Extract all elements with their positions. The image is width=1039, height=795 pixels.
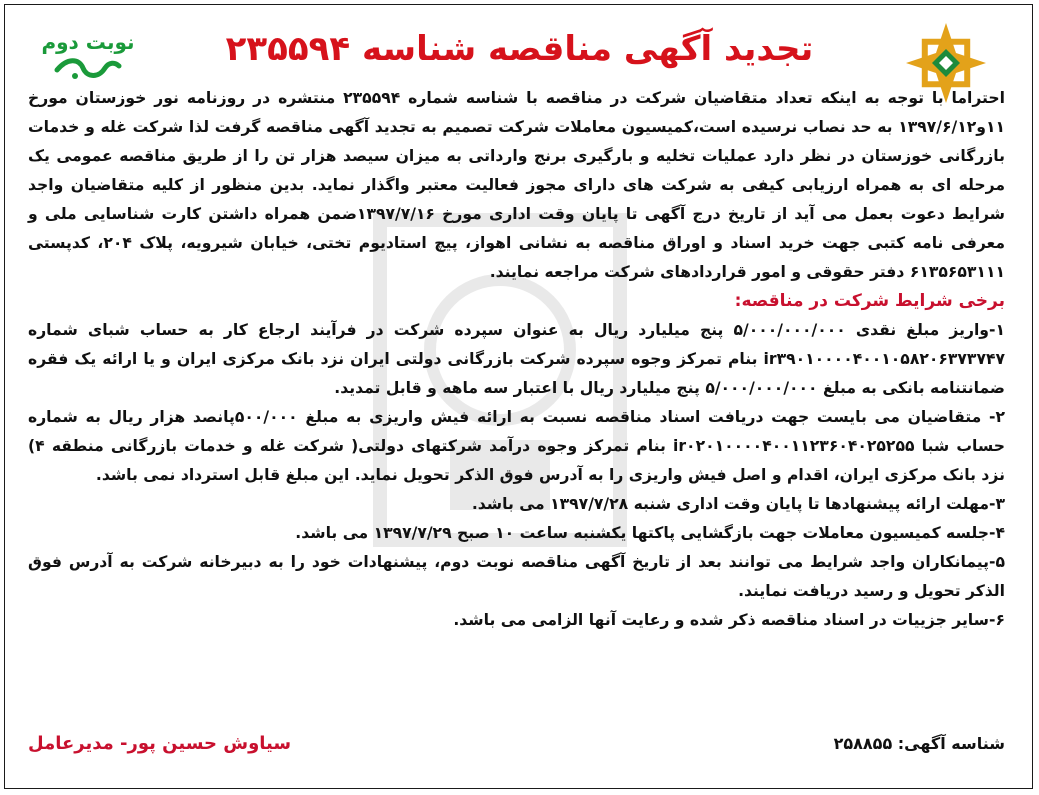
swoosh-icon xyxy=(53,56,123,82)
condition-item: ۲- متقاضیان می بایست جهت دریافت اسناد مناقصه نسبت به ارائه فیش واریزی به مبلغ ۵۰۰/۰۰۰پانصد هزار ریال به شماره حساب شبا ir۰۲۰۱۰۰۰۰۴۰۰۱۱۲۳۶۰۴۰۲۵۲۵۵ بنام تمرکز وجوه درآمد شرکتهای دولتی( شرکت غله و خدمات بازرگانی منطقه ۴) نزد بانک مرکزی ایران، اقدام و اصل فیش واریزی را به آدرس فوق الذکر تحویل نماید. این مبلغ قابل استرداد نمی باشد. xyxy=(28,408,1005,484)
advertisement-body xyxy=(28,84,1005,635)
second-round-badge xyxy=(28,30,148,90)
signature: سیاوش حسین پور- مدیرعامل xyxy=(28,733,292,754)
condition-item: ۱-واریز مبلغ نقدی ۵/۰۰۰/۰۰۰/۰۰۰ پنج میلیارد ریال به عنوان سپرده شرکت در فرآیند ارجاع کار به حساب شبای شماره ir۳۹۰۱۰۰۰۰۴۰۰۱۰۵۸۲۰۶۳۷۳۷۴۷ بنام تمرکز وجوه سپرده شرکت بازرگانی دولتی ایران نزد بانک مرکزی ایران و یا ارائه یک فقره ضمانتنامه بانکی به مبلغ ۵/۰۰۰/۰۰۰/۰۰۰ پنج میلیارد ریال با اعتبار سه ماهه و قابل تمدید. xyxy=(28,321,1005,397)
badge-label: نوبت دوم xyxy=(41,30,135,54)
footer xyxy=(28,728,1005,760)
condition-item: ۵-پیمانکاران واجد شرایط می توانند بعد از تاریخ آگهی مناقصه نوبت دوم، پیشنهادات خود را به دبیرخانه شرکت به آدرس فوق الذکر تحویل و رسید دریافت نمایند. xyxy=(28,553,1005,600)
condition-item: ۴-جلسه کمیسیون معاملات جهت بازگشایی پاکتها یکشنبه ساعت ۱۰ صبح ۱۳۹۷/۷/۲۹ می باشد. xyxy=(295,524,1005,542)
conditions-heading: برخی شرایط شرکت در مناقصه: xyxy=(734,291,1005,311)
condition-item: ۶-سایر جزییات در اسناد مناقصه ذکر شده و رعایت آنها الزامی می باشد. xyxy=(453,611,1005,629)
condition-item: ۳-مهلت ارائه پیشنهادها تا پایان وقت اداری شنبه ۱۳۹۷/۷/۲۸ می باشد. xyxy=(471,495,1005,513)
ad-id: شناسه آگهی: ۲۵۸۸۵۵ xyxy=(833,734,1005,753)
page-title: تجدید آگهی مناقصه شناسه ۲۳۵۵۹۴ xyxy=(225,29,814,69)
intro-paragraph: احتراما با توجه به اینکه تعداد متقاضیان شرکت در مناقصه با شناسه شماره ۲۳۵۵۹۴ منتشره در روزنامه نور خوزستان مورخ ۱۱و۱۳۹۷/۶/۱۲ به حد نصاب نرسیده است،کمیسیون معاملات شرکت تصمیم به تجدید آگهی مناقصه گرفت لذا شرکت غله و خدمات بازرگانی خوزستان در نظر دارد عملیات تخلیه و بارگیری برنج وارداتی به میزان سیصد هزار تن را از طریق مناقصه عمومی یک مرحله ای به همراه ارزیابی کیفی به شرکت های دارای مجوز فعالیت معتبر واگذار نماید. بدین منظور از کلیه متقاضیان واجد شرایط دعوت بعمل می آید از تاریخ درج آگهی تا پایان وقت اداری مورخ ۱۳۹۷/۷/۱۶ضمن همراه داشتن کارت شناسایی ملی و معرفی نامه کتبی جهت خرید اسناد و اوراق مناقصه به نشانی اهواز، پیچ استادیوم تختی، خیابان شیرویه، پلاک ۲۰۴، کدپستی ۶۱۳۵۶۵۳۱۱۱ دفتر حقوقی و امور قراردادهای شرکت مراجعه نمایند. xyxy=(28,89,1005,281)
